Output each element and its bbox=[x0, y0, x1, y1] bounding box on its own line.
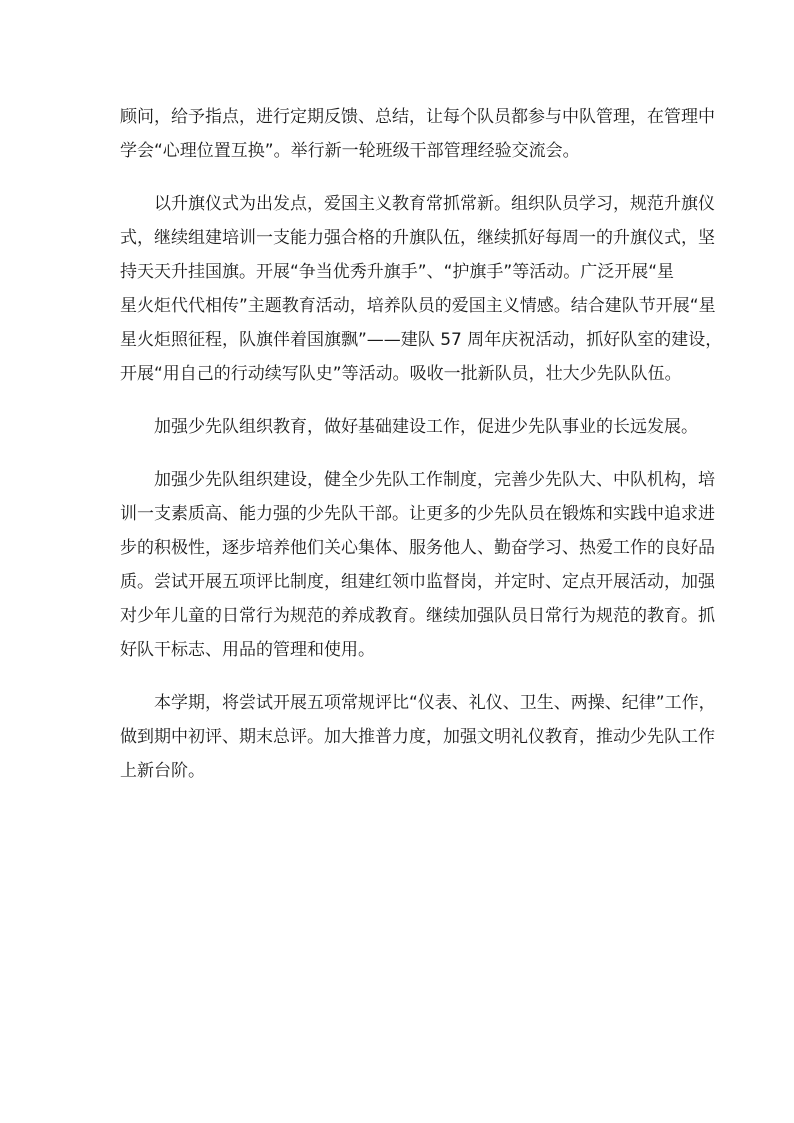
text-line: 上新台阶。 bbox=[120, 761, 205, 781]
text-line: 星火炬代代相传”主题教育活动，培养队员的爱国主义情感。结合建队节开展“星 bbox=[120, 296, 716, 316]
paragraph-2 bbox=[120, 187, 723, 391]
text-line: 做到期中初评、期末总评。加大推普力度，加强文明礼仪教育，推动少先队工作 bbox=[120, 727, 715, 747]
paragraph-5 bbox=[120, 686, 716, 788]
text-line: 星火炬照征程，队旗伴着国旗飘”——建队 57 周年庆祝活动，抓好队室的建设， bbox=[120, 330, 723, 350]
text-line: 对少年儿童的日常行为规范的养成教育。继续加强队员日常行为规范的教育。抓 bbox=[120, 606, 715, 626]
paragraph-1 bbox=[120, 100, 715, 168]
text-line: 式，继续组建培训一支能力强合格的升旗队伍，继续抓好每周一的升旗仪式，坚 bbox=[120, 228, 715, 248]
paragraph-4 bbox=[120, 463, 715, 667]
paragraph-3 bbox=[120, 410, 698, 444]
text-line: 开展“用自己的行动续写队史”等活动。吸收一批新队员，壮大少先队队伍。 bbox=[120, 364, 682, 384]
text-line: 学会“心理位置互换”。举行新一轮班级干部管理经验交流会。 bbox=[120, 141, 580, 161]
text-line: 加强少先队组织建设，健全少先队工作制度，完善少先队大、中队机构，培 bbox=[154, 470, 715, 490]
text-line: 步的积极性，逐步培养他们关心集体、服务他人、勤奋学习、热爱工作的良好品 bbox=[120, 538, 715, 558]
text-line: 质。尝试开展五项评比制度，组建红领巾监督岗，并定时、定点开展活动，加强 bbox=[120, 572, 715, 592]
text-line: 本学期，将尝试开展五项常规评比“仪表、礼仪、卫生、两操、纪律”工作， bbox=[154, 693, 716, 713]
text-line: 顾问，给予指点，进行定期反馈、总结，让每个队员都参与中队管理，在管理中 bbox=[120, 107, 715, 127]
text-line: 以升旗仪式为出发点，爱国主义教育常抓常新。组织队员学习，规范升旗仪 bbox=[154, 194, 715, 214]
text-line: 好队干标志、用品的管理和使用。 bbox=[120, 640, 375, 660]
text-line: 加强少先队组织教育，做好基础建设工作，促进少先队事业的长远发展。 bbox=[154, 417, 698, 437]
document-page bbox=[120, 100, 723, 807]
text-line: 持天天升挂国旗。开展“争当优秀升旗手”、“护旗手”等活动。广泛开展“星 bbox=[120, 262, 675, 282]
text-line: 训一支素质高、能力强的少先队干部。让更多的少先队员在锻炼和实践中追求进 bbox=[120, 504, 715, 524]
